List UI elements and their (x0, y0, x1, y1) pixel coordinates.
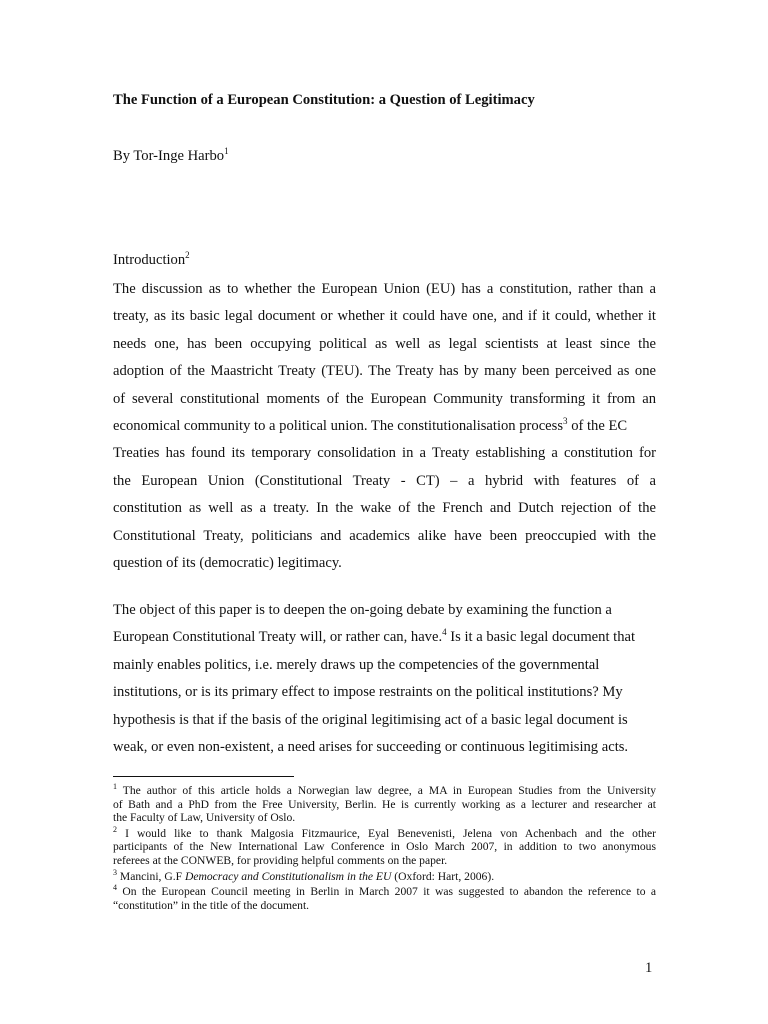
footnote-text: I would like to thank Malgosia Fitzmaurice, Eyal Benevenisti, Jelena von Achenbach and the other (125, 826, 656, 840)
footnote-line (113, 784, 656, 798)
text-line (113, 624, 656, 651)
section-heading-introduction (113, 252, 190, 269)
footnote-number: 4 (113, 883, 117, 893)
footnote-line: participants of the New International Law Conference in Oslo March 2007, in addition to two anonymous (113, 840, 656, 854)
footnote-ref-3[interactable]: 3 (563, 416, 568, 427)
text-fragment: European Constitutional Treaty will, or rather can, have. (113, 629, 443, 646)
footnote-line (113, 885, 656, 899)
text-line: hypothesis is that if the basis of the original legitimising act of a basic legal document is (113, 711, 628, 728)
footnote-1 (113, 784, 656, 825)
footnotes-section (113, 784, 656, 914)
text-line: the European Union (Constitutional Treaty - CT) – a hybrid with features of a (113, 472, 656, 489)
section-heading-label: Introduction (113, 252, 186, 268)
author-byline (113, 148, 229, 165)
footnote-4 (113, 885, 656, 912)
text-line: needs one, has been occupying political as well as legal scientists at least since the (113, 335, 656, 352)
footnote-number: 3 (113, 867, 117, 877)
text-line: institutions, or is its primary effect to impose restraints on the political institutions? My (113, 684, 623, 701)
footnote-number: 1 (113, 782, 117, 792)
footnote-ref-2[interactable]: 2 (185, 250, 190, 261)
text-line: Treaties has found its temporary consolidation in a Treaty establishing a constitution for (113, 445, 656, 462)
text-line: adoption of the Maastricht Treaty (TEU). The Treaty has by many been perceived as one (113, 363, 656, 380)
text-line: weak, or even non-existent, a need arises for succeeding or continuous legitimising acts. (113, 738, 629, 755)
text-line: mainly enables politics, i.e. merely draws up the competencies of the governmental (113, 656, 600, 673)
author-name: By Tor-Inge Harbo (113, 148, 225, 164)
footnote-2 (113, 824, 656, 868)
footnote-text: (Oxford: Hart, 2006). (391, 869, 495, 883)
footnote-ref-4[interactable]: 4 (442, 627, 447, 638)
cited-book-title: Democracy and Constitutionalism in the EU (184, 869, 392, 883)
introduction-paragraph-1 (113, 276, 656, 577)
footnote-line: “constitution” in the title of the document. (113, 898, 310, 912)
text-line: constitution as well as a treaty. In the wake of the French and Dutch rejection of the (113, 500, 656, 517)
text-line: treaty, as its basic legal document or whether it could have one, and if it could, whether it (113, 308, 656, 325)
paper-title: The Function of a European Constitution: a Question of Legitimacy (113, 92, 535, 108)
text-fragment: of the EC (571, 417, 628, 434)
footnote-line (113, 867, 656, 884)
text-fragment: Is it a basic legal document that (450, 629, 636, 646)
footnote-line: of Bath and a PhD from the Free University, Berlin. He is currently working as a lecturer and researcher at (113, 797, 656, 811)
text-fragment: economical community to a political union. The constitutionalisation process (113, 417, 564, 434)
text-line: of several constitutional moments of the European Community transforming it from an (113, 390, 656, 407)
footnote-line: the Faculty of Law, University of Oslo. (113, 811, 296, 825)
footnote-text: The author of this article holds a Norwegian law degree, a MA in European Studies from the University (122, 784, 656, 797)
footnote-ref-1[interactable]: 1 (224, 146, 229, 157)
footnote-text: On the European Council meeting in Berlin in March 2007 it was suggested to abandon the reference to a (122, 885, 656, 899)
introduction-paragraph-2 (113, 597, 656, 761)
text-line: question of its (democratic) legitimacy. (113, 554, 342, 571)
footnote-line (113, 824, 656, 841)
footnote-text: Mancini, G.F (119, 869, 185, 883)
footnote-3 (113, 867, 656, 884)
footnote-number: 2 (113, 824, 117, 834)
text-line: The discussion as to whether the European Union (EU) has a constitution, rather than a (113, 281, 656, 297)
page-number: 1 (645, 960, 653, 976)
text-line: Constitutional Treaty, politicians and academics alike have been preoccupied with the (113, 527, 656, 544)
text-line: The object of this paper is to deepen the on-going debate by examining the function a (113, 602, 612, 618)
text-line (113, 413, 656, 440)
footnote-line: referees at the CONWEB, for providing helpful comments on the paper. (113, 853, 448, 867)
footnote-separator (113, 776, 294, 777)
